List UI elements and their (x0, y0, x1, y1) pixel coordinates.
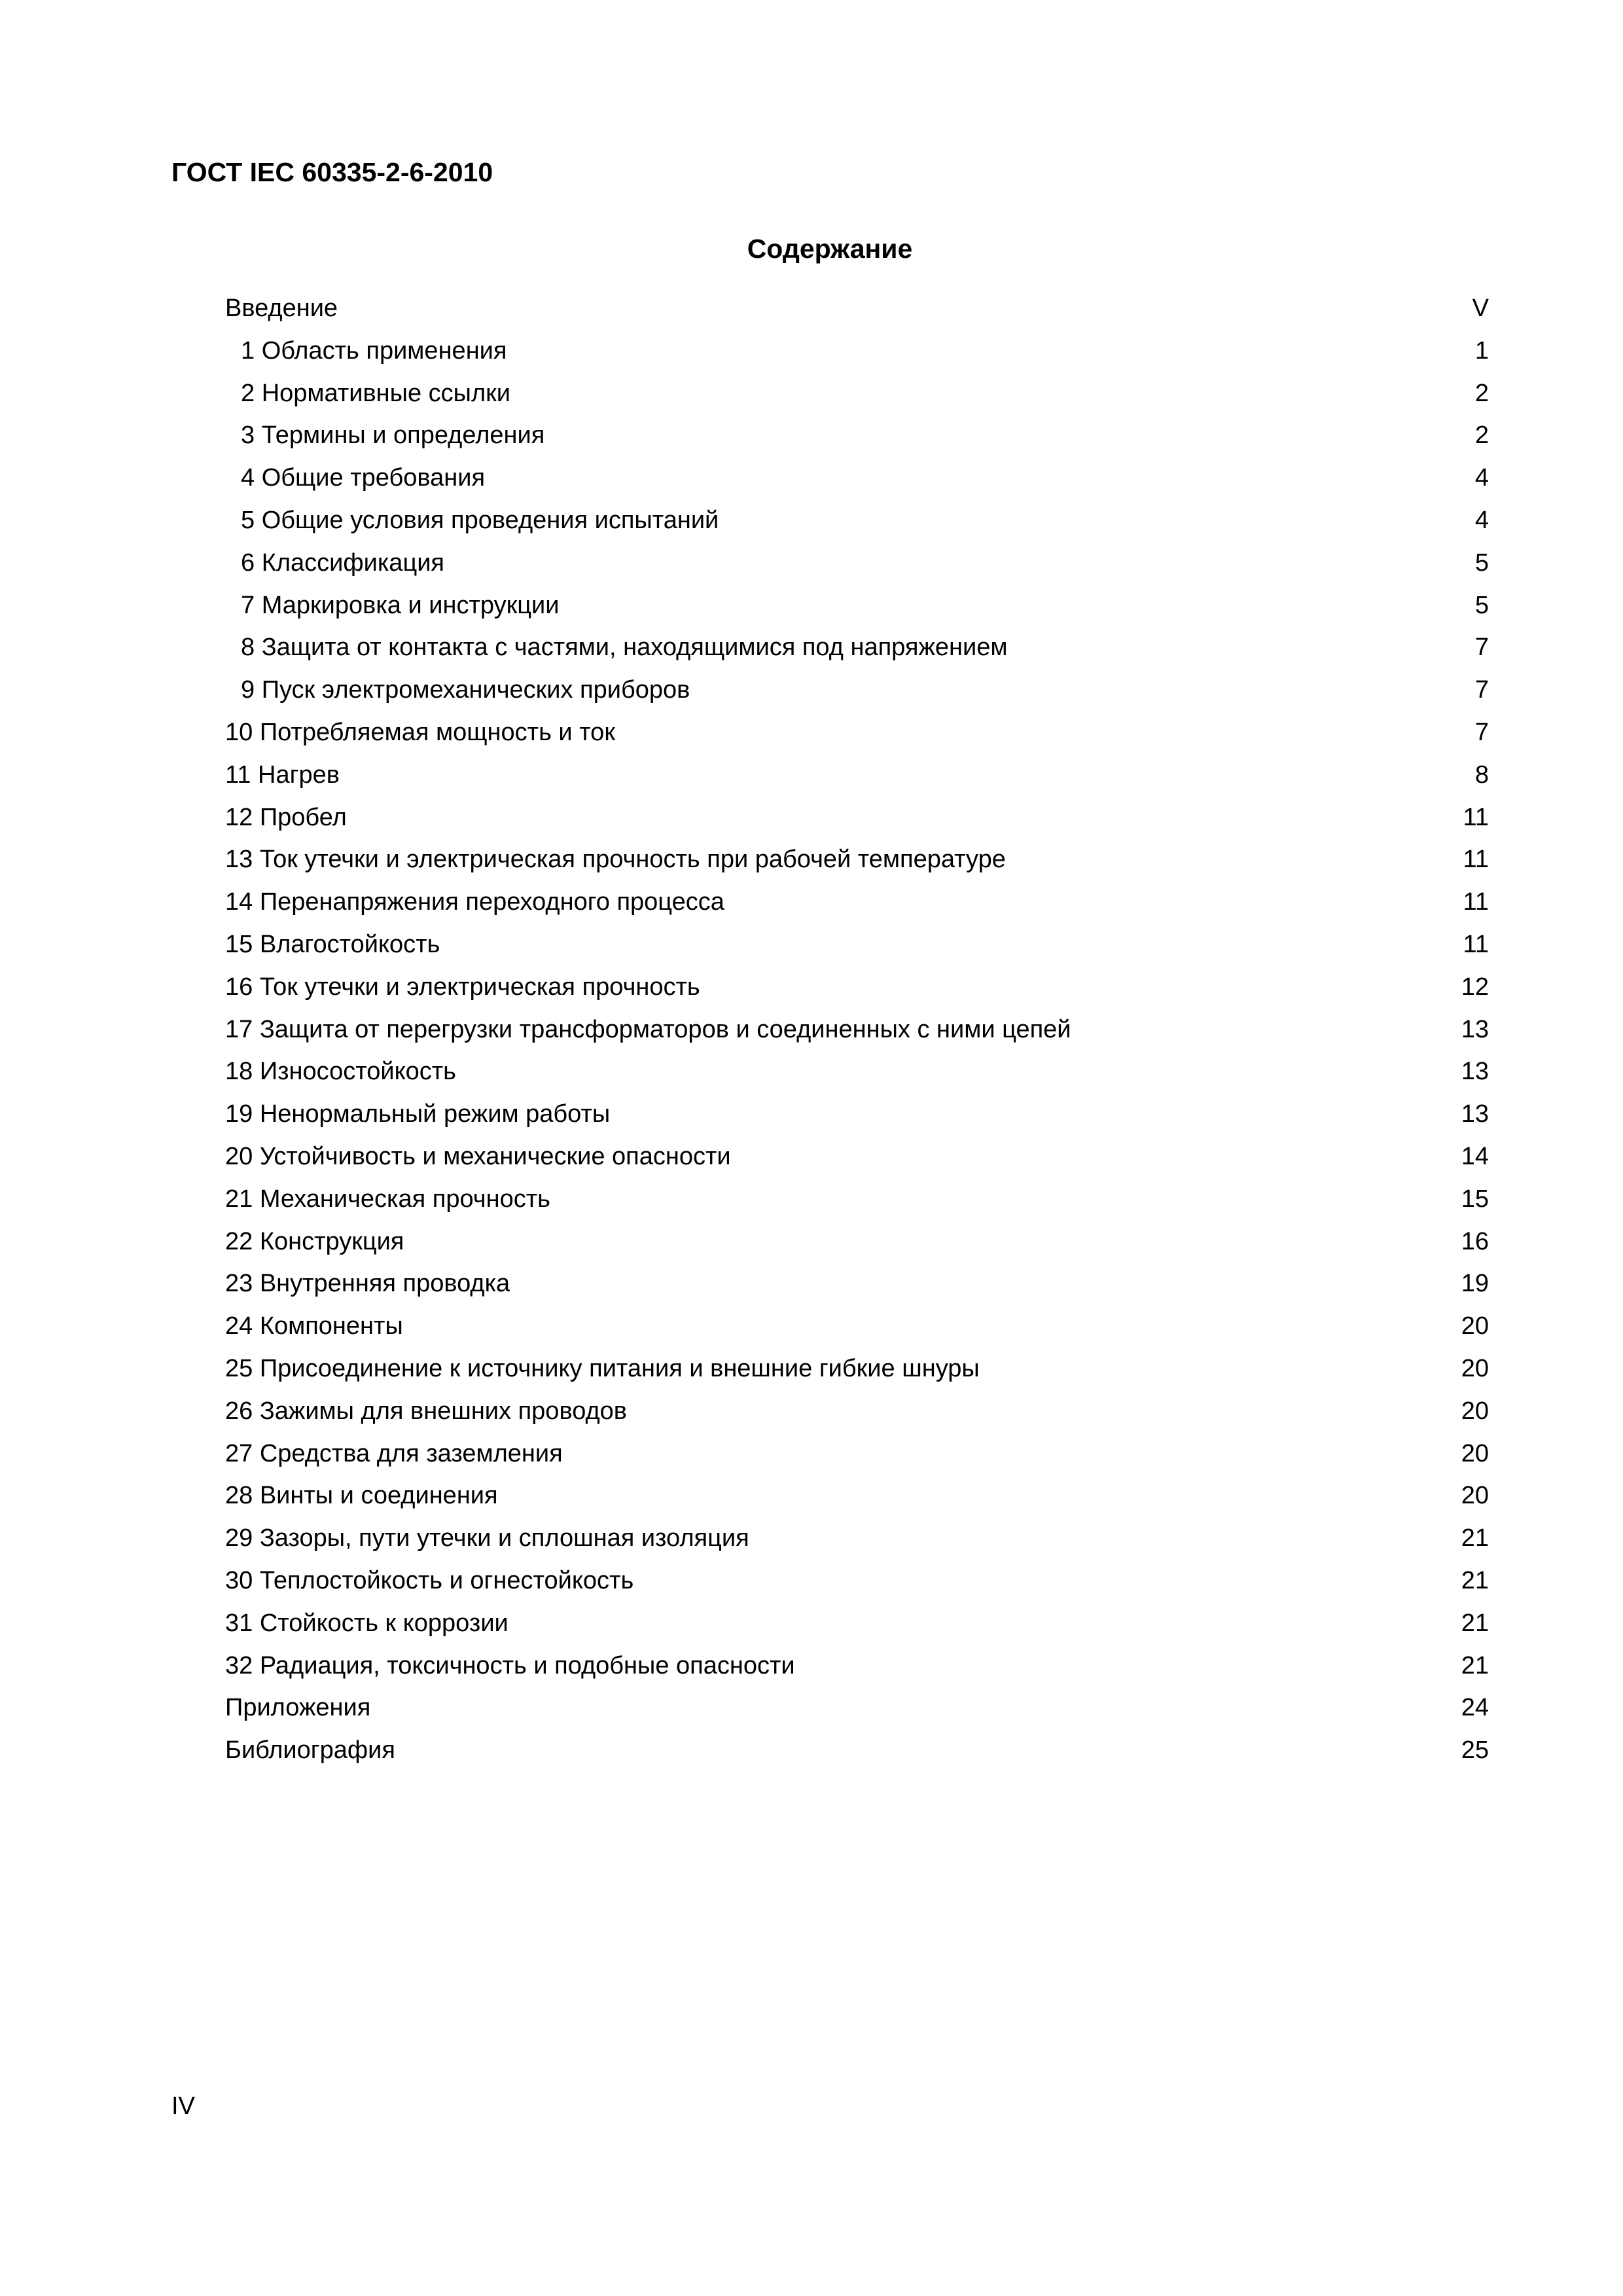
toc-entry[interactable] (225, 1645, 1489, 1687)
toc-entry[interactable] (225, 1517, 1489, 1560)
toc-entry-label: 5 Общие условия проведения испытаний (241, 506, 719, 534)
toc-entry-label: 13 Ток утечки и электрическая прочность при рабочей температуре (225, 846, 1006, 874)
toc-entry-label: 23 Внутренняя проводка (225, 1270, 510, 1298)
toc-entry[interactable] (225, 1602, 1489, 1645)
toc-entry[interactable] (225, 881, 1489, 924)
toc-entry[interactable] (225, 966, 1489, 1009)
toc-entry[interactable] (225, 1433, 1489, 1475)
toc-entry[interactable] (225, 838, 1489, 881)
toc-entry-label: Приложения (225, 1694, 371, 1722)
toc-entry-page: 21 (1461, 1524, 1489, 1552)
toc-entry-label: 31 Стойкость к коррозии (225, 1609, 508, 1637)
toc-entry-page: 20 (1461, 1482, 1489, 1510)
toc-entry[interactable] (225, 542, 1489, 584)
toc-entry-page: 8 (1474, 761, 1489, 789)
toc-entry-page: 16 (1461, 1227, 1489, 1255)
toc-entry[interactable] (225, 1221, 1489, 1263)
toc-entry-label: 14 Перенапряжения переходного процесса (225, 888, 724, 916)
toc-entry[interactable] (225, 1475, 1489, 1517)
toc-entry-page: 20 (1461, 1439, 1489, 1467)
toc-entry-label: 32 Радиация, токсичность и подобные опасности (225, 1651, 795, 1679)
toc-entry-page: 2 (1474, 379, 1489, 407)
toc-entry-label: Введение (225, 295, 338, 322)
toc-entry[interactable] (225, 1093, 1489, 1136)
toc-entry-page: 19 (1461, 1270, 1489, 1298)
toc-entry-page: 21 (1461, 1566, 1489, 1594)
toc-entry[interactable] (225, 1560, 1489, 1602)
toc-entry-page: 21 (1461, 1609, 1489, 1637)
toc-entry-page: 11 (1463, 803, 1489, 831)
toc-entry-page: 11 (1463, 930, 1489, 958)
toc-entry-page: 20 (1461, 1354, 1489, 1382)
toc-entry-page: 14 (1461, 1142, 1489, 1170)
toc-entry[interactable] (225, 1050, 1489, 1093)
toc-entry-label: 2 Нормативные ссылки (241, 379, 510, 407)
toc-entry-label: 9 Пуск электромеханических приборов (241, 676, 690, 704)
toc-entry[interactable] (225, 626, 1489, 669)
toc-entry-label: 19 Ненормальный режим работы (225, 1100, 611, 1128)
toc-entry[interactable] (225, 457, 1489, 499)
toc-entry-page: 13 (1461, 1058, 1489, 1086)
toc-entry-page: V (1472, 295, 1489, 322)
toc-entry[interactable] (225, 1178, 1489, 1221)
toc-entry-page: 21 (1461, 1651, 1489, 1679)
toc-entry[interactable] (225, 669, 1489, 711)
toc-entry-page: 7 (1474, 634, 1489, 662)
toc-entry-page: 2 (1474, 422, 1489, 450)
toc-entry[interactable] (225, 1136, 1489, 1178)
toc-entry-page: 12 (1461, 973, 1489, 1001)
toc-entry-page: 1 (1474, 336, 1489, 365)
toc-entry-label: 6 Классификация (241, 548, 445, 577)
toc-entry-page: 20 (1461, 1397, 1489, 1425)
toc-entry[interactable] (225, 584, 1489, 627)
toc-entry-label: 16 Ток утечки и электрическая прочность (225, 973, 700, 1001)
toc-entry[interactable] (225, 711, 1489, 754)
toc-entry-page: 24 (1461, 1694, 1489, 1722)
toc-entry-page: 5 (1474, 591, 1489, 619)
toc-entry-page: 4 (1474, 506, 1489, 534)
toc-entry-label: 3 Термины и определения (241, 422, 545, 450)
toc-entry-label: 10 Потребляемая мощность и ток (225, 718, 615, 746)
toc-entry-page: 20 (1461, 1312, 1489, 1340)
toc-entry[interactable] (225, 1009, 1489, 1051)
toc-entry[interactable] (225, 1305, 1489, 1348)
toc-entry-label: 7 Маркировка и инструкции (241, 591, 560, 619)
toc-entry-label: 4 Общие требования (241, 464, 486, 492)
page-number: IV (171, 2092, 195, 2120)
toc-entry-page: 15 (1461, 1185, 1489, 1213)
toc-entry-label: 20 Устойчивость и механические опасности (225, 1142, 731, 1170)
toc-entry[interactable] (225, 754, 1489, 797)
toc-entry[interactable] (225, 287, 1489, 330)
toc-entry-page: 13 (1461, 1100, 1489, 1128)
toc-entry-label: 21 Механическая прочность (225, 1185, 550, 1213)
toc-entry-label: 17 Защита от перегрузки трансформаторов и соединенных с ними цепей (225, 1015, 1071, 1043)
toc-entry-label: 18 Износостойкость (225, 1058, 456, 1086)
toc-entry[interactable] (225, 1729, 1489, 1772)
toc-entry-label: Библиография (225, 1736, 395, 1765)
toc-entry-label: 15 Влагостойкость (225, 930, 440, 958)
toc-entry-label: 26 Зажимы для внешних проводов (225, 1397, 627, 1425)
toc-entry-page: 11 (1463, 888, 1489, 916)
toc-entry-label: 29 Зазоры, пути утечки и сплошная изоляция (225, 1524, 749, 1552)
toc-entry[interactable] (225, 1263, 1489, 1305)
toc-entry-label: 11 Нагрев (225, 761, 340, 789)
toc-entry-label: 28 Винты и соединения (225, 1482, 498, 1510)
toc-entry[interactable] (225, 797, 1489, 839)
toc-entry-label: 12 Пробел (225, 803, 347, 831)
toc-entry-page: 11 (1463, 846, 1489, 874)
toc-entry-label: 8 Защита от контакта с частями, находящимися под напряжением (241, 634, 1008, 662)
toc-entry-page: 5 (1474, 548, 1489, 577)
toc-title: Содержание (747, 234, 913, 264)
toc-entry[interactable] (225, 330, 1489, 372)
toc-entry-page: 4 (1474, 464, 1489, 492)
toc-entry[interactable] (225, 372, 1489, 415)
toc-entry-label: 1 Область применения (241, 336, 507, 365)
toc-entry-label: 27 Средства для заземления (225, 1439, 563, 1467)
toc-entry-page: 25 (1461, 1736, 1489, 1765)
toc-entry[interactable] (225, 1687, 1489, 1729)
toc-entry[interactable] (225, 1348, 1489, 1390)
table-of-contents (225, 287, 1489, 1772)
toc-entry-label: 30 Теплостойкость и огнестойкость (225, 1566, 634, 1594)
toc-entry-page: 7 (1474, 676, 1489, 704)
document-header: ГОСТ IEC 60335-2-6-2010 (171, 157, 493, 187)
toc-entry-page: 7 (1474, 718, 1489, 746)
toc-entry-label: 25 Присоединение к источнику питания и внешние гибкие шнуры (225, 1354, 980, 1382)
toc-entry-page: 13 (1461, 1015, 1489, 1043)
toc-entry[interactable] (225, 924, 1489, 966)
toc-entry[interactable] (225, 1390, 1489, 1433)
toc-entry-label: 24 Компоненты (225, 1312, 403, 1340)
toc-entry[interactable] (225, 499, 1489, 542)
toc-entry[interactable] (225, 414, 1489, 457)
toc-entry-label: 22 Конструкция (225, 1227, 404, 1255)
